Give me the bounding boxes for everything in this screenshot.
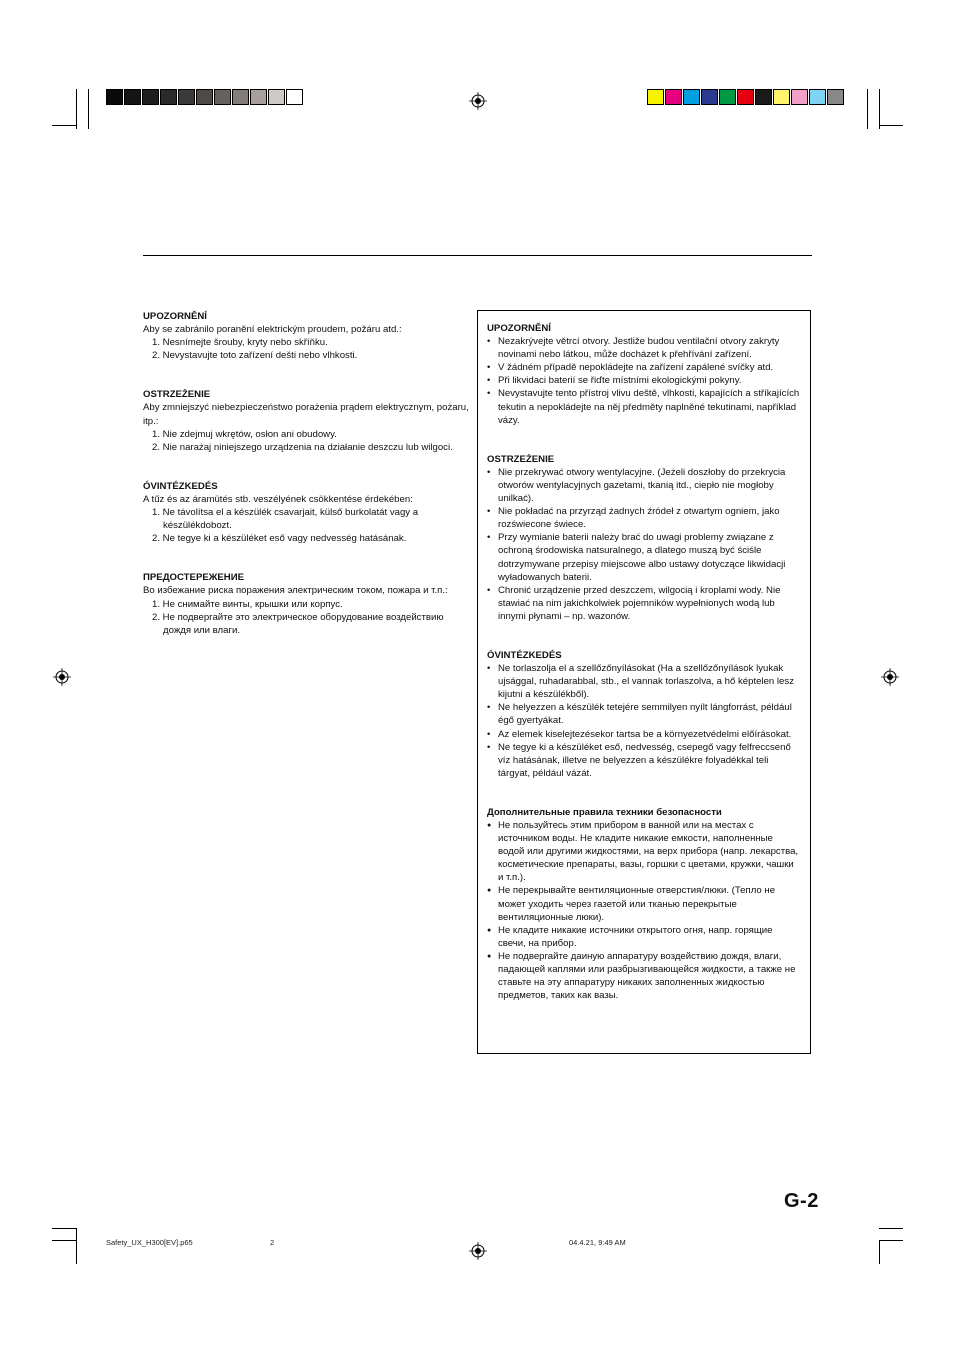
list-item: 2. Не подвергайте это электрическое оборудование воздействию дождя или влаги.: [152, 611, 444, 636]
crop-mark: [879, 125, 903, 126]
warning-cz: [143, 310, 469, 362]
registration-mark-icon: [469, 92, 487, 110]
color-swatch: [196, 89, 213, 105]
bullet-item: • V žádném případě nepokládejte na zařízení zapálené svíčky atd.: [487, 361, 801, 374]
header-rule: [143, 255, 812, 256]
bullet-item: • Nezakrývejte větrcí otvory. Jestliže budou ventilační otvory zakryty novinami nebo látkou, může docházet k přehřívání zařízení.: [487, 335, 801, 361]
section-intro: Во избежание риска поражения электрическим током, пожара и т.п.:: [143, 585, 448, 597]
section-intro: Aby zmniejszyć niebezpieczeństwo porażenia prądem elektrycznym, pożaru, itp.:: [143, 402, 469, 427]
color-swatch: [755, 89, 772, 105]
crop-mark: [52, 1228, 76, 1229]
caution-pl: [487, 453, 801, 623]
registration-mark-icon: [881, 668, 899, 686]
color-swatch: [773, 89, 790, 105]
section-heading: OSTRZEŻENIE: [487, 453, 555, 465]
caution-hu: [487, 649, 801, 780]
section-heading: Дополнительные правила техники безопасности: [487, 806, 722, 818]
color-swatch: [124, 89, 141, 105]
color-swatch: [286, 89, 303, 105]
section-heading: UPOZORNĚNÍ: [487, 323, 551, 334]
color-swatch: [250, 89, 267, 105]
bullet-item: ● Не подвергайте даиную аппаратуру воздействию дождя, влаги, падающей каплями или разбрызгивающейся жидкости, а также не ставьте на эту аппаратуру никаких заполненных жидкостью предметов, таких как вазы.: [487, 950, 801, 1002]
color-swatch: [719, 89, 736, 105]
caution-ru: [487, 806, 801, 1002]
section-heading: UPOZORNĚNÍ: [143, 311, 207, 322]
color-swatch: [647, 89, 664, 105]
bullet-item: ● Не пользуйтесь этим прибором в ванной или на местах с источником воды. Не кладите никакие емкости, наполненные водой или другими жидкостями, на верх прибора (напр. лекарства, косметические препараты, вазы, горшки с цветами, кружки, чашки и т.п.).: [487, 819, 801, 884]
bullet-item: • Chronić urządzenie przed deszczem, wilgocią i kroplami wody. Nie stawiać na nim jakichkolwiek pojemników wypełnionych wodą lub innymi płynami – np. wazonów.: [487, 584, 801, 623]
color-swatch: [809, 89, 826, 105]
color-bar-right: [647, 89, 845, 105]
crop-mark: [76, 89, 77, 129]
left-column: [143, 310, 469, 637]
list-item: 2. Nie narażaj niniejszego urządzenia na działanie deszczu lub wilgoci.: [152, 441, 453, 453]
list-item: 1. Nie zdejmuj wkrętów, osłon ani obudowy.: [152, 428, 337, 440]
crop-mark: [867, 89, 868, 129]
section-intro: A tűz és az áramütés stb. veszélyének csökkentése érdekében:: [143, 493, 413, 505]
crop-mark: [879, 1240, 880, 1264]
color-swatch: [160, 89, 177, 105]
color-swatch: [791, 89, 808, 105]
crop-mark: [88, 89, 89, 129]
footer-timestamp: 04.4.21, 9:49 AM: [569, 1238, 626, 1247]
section-heading: ПРЕДОСТЕРЕЖЕНИЕ: [143, 572, 245, 584]
color-swatch: [683, 89, 700, 105]
bullet-item: • Při likvidaci baterií se řiďte místními ekologickými pokyny.: [487, 374, 801, 387]
color-swatch: [106, 89, 123, 105]
footer-file: Safety_UX_H300[EV].p65: [106, 1238, 193, 1247]
section-heading: OSTRZEŻENIE: [143, 389, 211, 401]
bullet-item: • Ne tegye ki a készüléket eső, nedvesség, csepegő vagy felfreccsenő víz hatásának, illetve ne belyezzen a készülékre folyadékkal teli tárgyat, például vázát.: [487, 741, 801, 780]
list-item: 2. Nevystavujte toto zařízení dešti nebo vlhkosti.: [152, 350, 358, 362]
bullet-item: • Nie pokładać na przyrząd żadnych źródeł z otwartym ogniem, jako rozświecone świece.: [487, 505, 801, 531]
bullet-item: • Ne torlaszolja el a szellőzőnyílásokat (Ha a szellőzőnyílások lyukak ujsággal, ruhadarabbal, stb., el vannak torlaszolva, a hő képtelen lesz kijutni a készülékből).: [487, 662, 801, 701]
crop-mark: [879, 1240, 903, 1241]
bullet-item: • Przy wymianie baterii należy brać do uwagi problemy związane z ochroną środowiska natsuralnego, a dlatego muszą być ściśle dotrzymywane przepisy miejscowe albo ustawy dotyczące likwidacji wyładowanych baterii.: [487, 531, 801, 583]
bullet-item: • Nie przekrywać otwory wentylacyjne. (Jeżeli doszłoby do przekrycia otworów wentylacyjnych gazetami, tkanią itd., ciepło nie mogłoby unilkać).: [487, 466, 801, 505]
color-swatch: [142, 89, 159, 105]
color-swatch: [665, 89, 682, 105]
warning-ru: [143, 571, 469, 636]
bullet-item: ● Не перекрывайте вентиляционные отверстия/люки. (Тепло не может уходить через газетой или тканью перекрытые вентиляционные люки).: [487, 884, 801, 923]
color-swatch: [701, 89, 718, 105]
right-column: [487, 322, 801, 1002]
color-swatch: [737, 89, 754, 105]
page-number: G-2: [784, 1190, 819, 1212]
crop-mark: [879, 89, 880, 129]
bullet-item: • Ne helyezzen a készülék tetejére semmilyen nyílt lángforrást, például égő gyertyákat.: [487, 701, 801, 727]
crop-mark: [52, 1240, 76, 1241]
section-intro: Aby se zabránilo poranění elektrickým proudem, požáru atd.:: [143, 324, 402, 336]
crop-mark: [879, 1228, 903, 1229]
bullet-item: • Nevystavujte tento přístroj vlivu deště, vlhkosti, kapajících a stříkajících tekutin a nepokládejte na něj předměty naplněné tekutinami, například vázy.: [487, 387, 801, 426]
caution-cz: [487, 322, 801, 427]
registration-mark-icon: [469, 1242, 487, 1260]
footer-page: 2: [270, 1238, 275, 1247]
list-item: 1. Nesnímejte šrouby, kryty nebo skříňku.: [152, 337, 328, 349]
color-swatch: [214, 89, 231, 105]
list-item: 1. Не снимайте винты, крышки или корпус.: [152, 598, 343, 610]
warning-pl: [143, 388, 469, 453]
warning-hu: [143, 480, 469, 545]
bullet-item: ● Не кладите никакие источники открытого огня, напр. горящие свечи, на прибор.: [487, 924, 801, 950]
section-heading: ÓVINTÉZKEDÉS: [143, 480, 218, 492]
list-item: 1. Ne távolítsa el a készülék csavarjait, külső burkolatát vagy a készülékdobozt.: [152, 507, 419, 532]
crop-mark: [52, 125, 76, 126]
color-bar-left: [106, 89, 304, 105]
list-item: 2. Ne tegye ki a készüléket eső vagy nedvesség hatásának.: [152, 533, 407, 545]
color-swatch: [268, 89, 285, 105]
crop-mark: [76, 1228, 77, 1264]
color-swatch: [232, 89, 249, 105]
registration-mark-icon: [53, 668, 71, 686]
bullet-item: • Az elemek kiselejtezésekor tartsa be a környezetvédelmi előírásokat.: [487, 728, 801, 741]
section-heading: ÓVINTÉZKEDÉS: [487, 649, 562, 661]
color-swatch: [827, 89, 844, 105]
color-swatch: [178, 89, 195, 105]
